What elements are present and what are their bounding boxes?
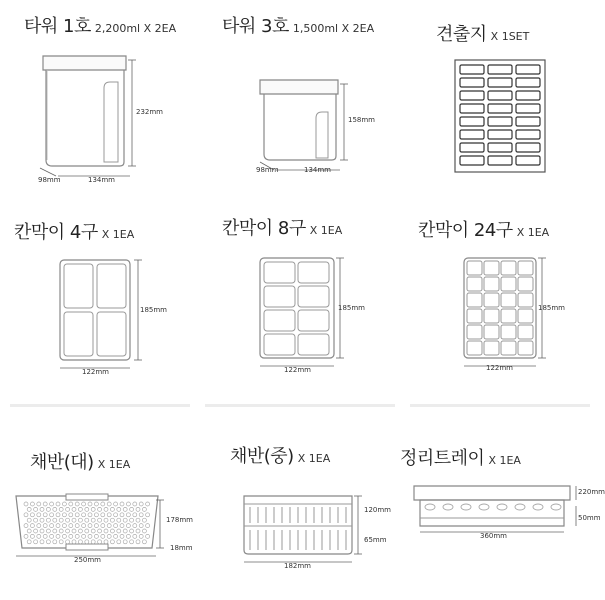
colander-hole <box>85 507 89 511</box>
divider-cell <box>467 261 482 275</box>
colander-hole <box>123 507 127 511</box>
label-sticker <box>460 117 484 126</box>
product-colander-medium <box>200 400 400 600</box>
colander-hole <box>40 518 44 522</box>
colander-hole <box>139 513 143 517</box>
colander-hole <box>53 529 57 533</box>
divider-cell <box>518 261 533 275</box>
colander-hole <box>43 502 47 506</box>
tray-cup <box>515 504 525 510</box>
colander-hole <box>130 518 134 522</box>
colander-hole <box>146 534 150 538</box>
colander-hole <box>75 513 79 517</box>
dimension-height: 158mm <box>348 116 375 124</box>
colander-hole <box>91 540 95 544</box>
colander-hole <box>37 534 41 538</box>
product-quantity: X 1EA <box>101 228 135 241</box>
colander-hole <box>66 518 70 522</box>
dimension-width: 182mm <box>284 562 311 570</box>
colander-hole <box>110 507 114 511</box>
divider-cell <box>484 261 499 275</box>
label-sticker <box>488 78 512 87</box>
divider-cell <box>264 262 295 283</box>
colander-hole <box>66 540 70 544</box>
dimension-depth: 65mm <box>364 536 387 544</box>
colander-hole <box>94 524 98 528</box>
colander-hole <box>120 513 124 517</box>
colander-hole <box>66 529 70 533</box>
colander-hole <box>101 524 105 528</box>
label-sticker <box>488 130 512 139</box>
colander-hole <box>101 502 105 506</box>
colander-large-drawing <box>0 400 200 600</box>
colander-hole <box>43 524 47 528</box>
divider-cell <box>298 310 329 331</box>
colander-hole <box>59 507 63 511</box>
product-organizer-tray <box>400 400 605 600</box>
dimension-width: 250mm <box>74 556 101 564</box>
colander-hole <box>101 513 105 517</box>
tower-container-drawing <box>200 0 400 200</box>
colander-hole <box>56 524 60 528</box>
colander-hole <box>123 518 127 522</box>
tray-cup <box>497 504 507 510</box>
colander-hole <box>34 518 38 522</box>
colander-hole <box>146 502 150 506</box>
colander-hole <box>50 502 54 506</box>
divider-cell <box>484 325 499 339</box>
colander-hole <box>91 529 95 533</box>
dimension-height: 178mm <box>166 516 193 524</box>
colander-hole <box>69 513 73 517</box>
colander-hole <box>37 524 41 528</box>
label-sticker <box>516 156 540 165</box>
divider-cell <box>518 293 533 307</box>
label-sticker <box>488 156 512 165</box>
product-name: 칸막이 4구 <box>14 222 98 243</box>
label-sticker <box>460 130 484 139</box>
colander-hole <box>69 534 73 538</box>
divider-cell <box>467 325 482 339</box>
tower-container-drawing <box>0 0 200 200</box>
product-label-sticker <box>400 0 600 200</box>
label-sticker <box>516 104 540 113</box>
dimension-height: 232mm <box>136 108 163 116</box>
colander-hole <box>62 502 66 506</box>
divider-cell <box>501 277 516 291</box>
colander-hole <box>110 540 114 544</box>
colander-hole <box>75 502 79 506</box>
product-quantity: X 1EA <box>297 452 331 465</box>
colander-hole <box>136 518 140 522</box>
dimension-rim: 18mm <box>170 544 193 552</box>
colander-hole <box>85 518 89 522</box>
product-name: 정리트레이 <box>400 448 485 469</box>
colander-hole <box>62 524 66 528</box>
colander-hole <box>126 524 130 528</box>
colander-hole <box>78 518 82 522</box>
colander-hole <box>104 540 108 544</box>
colander-hole <box>75 534 79 538</box>
colander-hole <box>146 524 150 528</box>
colander-hole <box>142 529 146 533</box>
colander-hole <box>142 518 146 522</box>
colander-hole <box>130 507 134 511</box>
product-divider-24 <box>400 200 600 400</box>
label-sticker <box>488 91 512 100</box>
colander-hole <box>110 518 114 522</box>
colander-hole <box>56 534 60 538</box>
divider-cell <box>501 261 516 275</box>
colander-hole <box>78 529 82 533</box>
colander-hole <box>117 529 121 533</box>
product-divider-8 <box>200 200 400 400</box>
colander-hole <box>139 502 143 506</box>
colander-hole <box>88 513 92 517</box>
colander-hole <box>133 534 137 538</box>
colander-hole <box>91 518 95 522</box>
divider-cell <box>298 262 329 283</box>
colander-hole <box>139 524 143 528</box>
colander-hole <box>27 518 31 522</box>
divider-cell <box>467 293 482 307</box>
colander-hole <box>62 513 66 517</box>
colander-hole <box>24 534 28 538</box>
colander-hole <box>104 507 108 511</box>
colander-hole <box>53 540 57 544</box>
colander-hole <box>46 529 50 533</box>
colander-hole <box>46 518 50 522</box>
colander-hole <box>123 529 127 533</box>
product-quantity: 2,200ml X 2EA <box>94 22 177 35</box>
divider-cell <box>501 325 516 339</box>
product-name: 칸막이 8구 <box>222 218 306 239</box>
divider-cell <box>467 309 482 323</box>
divider-cell <box>467 277 482 291</box>
divider-cell <box>518 277 533 291</box>
colander-hole <box>98 507 102 511</box>
divider-cell <box>264 334 295 355</box>
dimension-width: 122mm <box>284 366 311 374</box>
colander-hole <box>94 513 98 517</box>
colander-hole <box>136 507 140 511</box>
label-sticker <box>460 156 484 165</box>
colander-hole <box>43 534 47 538</box>
colander-hole <box>139 534 143 538</box>
label-sticker <box>460 143 484 152</box>
colander-hole <box>94 534 98 538</box>
product-name: 타워 3호 <box>222 16 289 37</box>
organizer-tray-drawing <box>400 400 600 600</box>
colander-hole <box>72 507 76 511</box>
colander-hole <box>98 529 102 533</box>
colander-hole <box>98 540 102 544</box>
tray-cup <box>533 504 543 510</box>
colander-hole <box>30 524 34 528</box>
colander-hole <box>142 540 146 544</box>
label-sticker <box>460 91 484 100</box>
colander-hole <box>82 502 86 506</box>
colander-hole <box>91 507 95 511</box>
divider-cell <box>501 309 516 323</box>
product-name: 타워 1호 <box>24 16 91 37</box>
colander-hole <box>126 513 130 517</box>
colander-hole <box>40 540 44 544</box>
product-tower-3 <box>200 0 400 200</box>
colander-hole <box>24 524 28 528</box>
colander-hole <box>72 529 76 533</box>
colander-hole <box>59 529 63 533</box>
dimension-width: 134mm <box>304 166 331 174</box>
product-quantity: X 1EA <box>309 224 343 237</box>
colander-hole <box>59 540 63 544</box>
colander-hole <box>50 534 54 538</box>
colander-hole <box>24 502 28 506</box>
colander-hole <box>146 513 150 517</box>
colander-hole <box>114 534 118 538</box>
label-sticker <box>516 117 540 126</box>
colander-hole <box>78 507 82 511</box>
dimension-width: 360mm <box>480 532 507 540</box>
colander-hole <box>24 513 28 517</box>
product-quantity: 1,500ml X 2EA <box>292 22 375 35</box>
colander-hole <box>30 502 34 506</box>
colander-hole <box>114 524 118 528</box>
dimension-height: 185mm <box>338 304 365 312</box>
colander-hole <box>82 534 86 538</box>
colander-hole <box>88 534 92 538</box>
colander-hole <box>130 540 134 544</box>
colander-hole <box>69 502 73 506</box>
dimension-rim: 50mm <box>578 514 601 522</box>
colander-hole <box>117 518 121 522</box>
product-colander-large <box>0 400 200 600</box>
label-sticker <box>516 78 540 87</box>
dimension-height: 220mm <box>578 488 605 496</box>
label-sticker <box>516 130 540 139</box>
tray-cup <box>443 504 453 510</box>
dimension-height: 120mm <box>364 506 391 514</box>
label-sticker <box>460 78 484 87</box>
product-quantity: X 1EA <box>488 454 521 467</box>
colander-hole <box>82 513 86 517</box>
product-name: 채반(대) <box>30 452 94 473</box>
colander-hole <box>66 507 70 511</box>
colander-hole <box>78 540 82 544</box>
label-sheet-drawing <box>400 0 600 200</box>
colander-hole <box>133 524 137 528</box>
divider-cell <box>501 293 516 307</box>
colander-hole <box>40 529 44 533</box>
tray-cup <box>461 504 471 510</box>
colander-hole <box>85 540 89 544</box>
colander-hole <box>88 524 92 528</box>
colander-hole <box>75 524 79 528</box>
divider-cell <box>264 310 295 331</box>
colander-hole <box>37 502 41 506</box>
colander-hole <box>107 513 111 517</box>
label-sticker <box>516 143 540 152</box>
divider-cell <box>501 341 516 355</box>
colander-hole <box>72 540 76 544</box>
colander-hole <box>37 513 41 517</box>
divider-cell <box>484 309 499 323</box>
product-name: 칸막이 24구 <box>418 220 513 241</box>
dimension-depth: 98mm <box>38 176 61 184</box>
colander-hole <box>85 529 89 533</box>
colander-hole <box>101 534 105 538</box>
label-sticker <box>516 65 540 74</box>
colander-hole <box>46 540 50 544</box>
tray-cup <box>479 504 489 510</box>
colander-hole <box>94 502 98 506</box>
colander-hole <box>34 540 38 544</box>
colander-hole <box>117 507 121 511</box>
divider-cell <box>518 325 533 339</box>
divider-cell <box>467 341 482 355</box>
colander-hole <box>117 540 121 544</box>
colander-hole <box>40 507 44 511</box>
colander-hole <box>126 502 130 506</box>
divider-cell <box>484 293 499 307</box>
colander-hole <box>126 534 130 538</box>
label-sticker <box>460 104 484 113</box>
colander-hole <box>88 502 92 506</box>
label-sticker <box>488 104 512 113</box>
product-quantity: X 1EA <box>516 226 550 239</box>
colander-hole <box>107 524 111 528</box>
colander-hole <box>133 513 137 517</box>
colander-hole <box>110 529 114 533</box>
label-sticker <box>488 143 512 152</box>
colander-hole <box>27 540 31 544</box>
colander-hole <box>136 529 140 533</box>
dimension-width: 122mm <box>82 368 109 376</box>
colander-hole <box>50 513 54 517</box>
dimension-height: 185mm <box>538 304 565 312</box>
dimension-depth: 98mm <box>256 166 279 174</box>
product-tower-1 <box>0 0 200 200</box>
tray-cup <box>551 504 561 510</box>
dimension-width: 122mm <box>486 364 513 372</box>
colander-hole <box>69 524 73 528</box>
colander-hole <box>34 507 38 511</box>
divider-cell <box>298 286 329 307</box>
colander-hole <box>56 513 60 517</box>
colander-hole <box>130 529 134 533</box>
colander-hole <box>107 502 111 506</box>
colander-hole <box>120 502 124 506</box>
dimension-width: 134mm <box>88 176 115 184</box>
product-divider-4 <box>0 200 200 400</box>
colander-hole <box>120 524 124 528</box>
colander-hole <box>114 502 118 506</box>
colander-hole <box>136 540 140 544</box>
divider-cell <box>518 309 533 323</box>
label-sticker <box>488 65 512 74</box>
label-sticker <box>460 65 484 74</box>
colander-hole <box>30 534 34 538</box>
divider-cell <box>484 277 499 291</box>
colander-hole <box>107 534 111 538</box>
dimension-height: 185mm <box>140 306 167 314</box>
colander-hole <box>34 529 38 533</box>
colander-hole <box>114 513 118 517</box>
colander-hole <box>50 524 54 528</box>
product-quantity: X 1SET <box>490 30 530 43</box>
colander-medium-drawing <box>200 400 400 600</box>
divider-cell <box>518 341 533 355</box>
colander-hole <box>59 518 63 522</box>
colander-hole <box>120 534 124 538</box>
colander-hole <box>27 529 31 533</box>
product-quantity: X 1EA <box>97 458 131 471</box>
label-sticker <box>516 91 540 100</box>
colander-hole <box>46 507 50 511</box>
colander-hole <box>53 518 57 522</box>
colander-hole <box>72 518 76 522</box>
colander-hole <box>27 507 31 511</box>
divider-cell <box>298 334 329 355</box>
colander-hole <box>43 513 47 517</box>
tray-cup <box>425 504 435 510</box>
colander-hole <box>62 534 66 538</box>
product-name: 견출지 <box>436 24 487 45</box>
colander-hole <box>133 502 137 506</box>
colander-hole <box>56 502 60 506</box>
colander-hole <box>104 518 108 522</box>
product-name: 채반(중) <box>230 446 294 467</box>
colander-hole <box>53 507 57 511</box>
colander-hole <box>142 507 146 511</box>
divider-cell <box>264 286 295 307</box>
colander-hole <box>123 540 127 544</box>
colander-hole <box>82 524 86 528</box>
colander-hole <box>104 529 108 533</box>
label-sticker <box>488 117 512 126</box>
colander-hole <box>30 513 34 517</box>
divider-cell <box>484 341 499 355</box>
colander-hole <box>98 518 102 522</box>
